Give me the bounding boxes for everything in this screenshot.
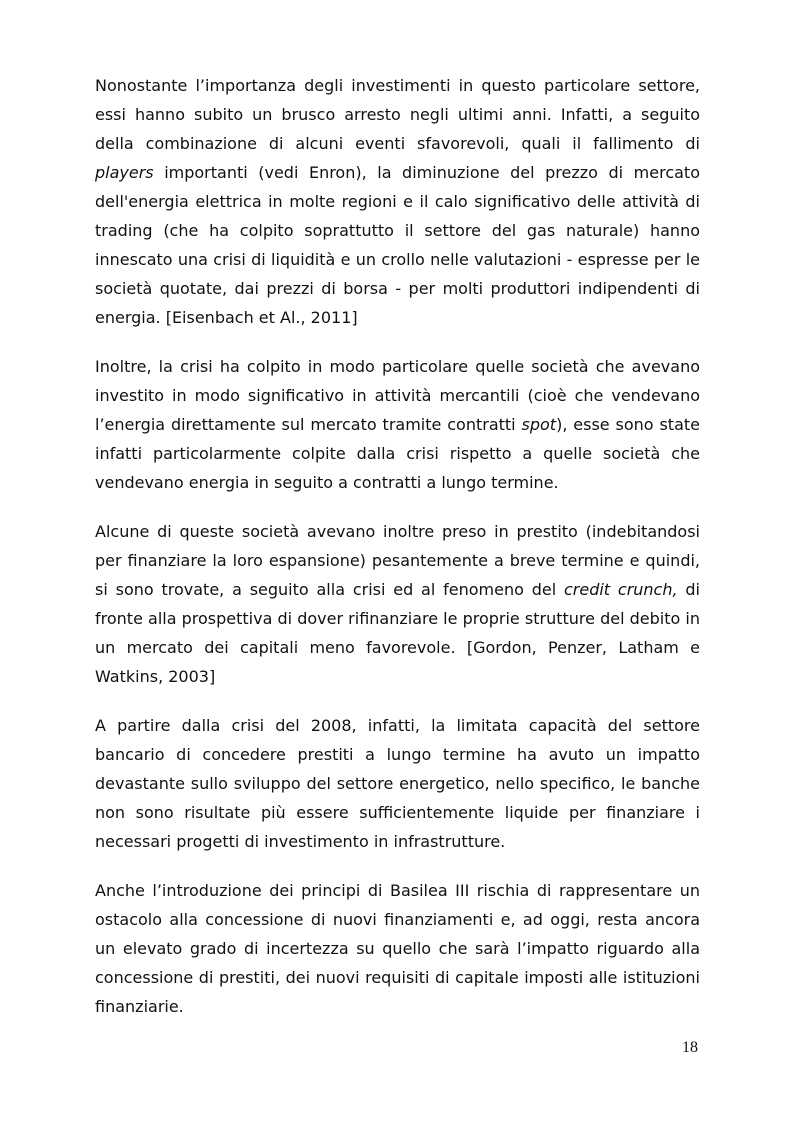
paragraph-2: [95, 352, 700, 497]
italic-term-credit-crunch: credit crunch,: [563, 580, 678, 599]
paragraph-5: [95, 876, 700, 1021]
paragraph-text: A partire dalla crisi del 2008, infatti, la limitata capacità del settore bancario di concedere prestiti a lungo termine ha avuto un impatto devastante sullo sviluppo del settore energetico, nello specifico, le banche non sono risultate più essere sufficientemente liquide per finanziare i necessari progetti di investimento in infrastrutture.: [95, 716, 700, 851]
paragraph-1: [95, 71, 700, 332]
paragraph-text: Anche l’introduzione dei principi di Basilea III rischia di rappresentare un ostacolo alla concessione di nuovi finanziamenti e, ad oggi, resta ancora un elevato grado di incertezza su quello che sarà l’impatto riguardo alla concessione di prestiti, dei nuovi requisiti di capitale imposti alle istituzioni finanziarie.: [95, 881, 700, 1016]
paragraph-3: [95, 517, 700, 691]
paragraph-text: Nonostante l’importanza degli investimenti in questo particolare settore, essi hanno subito un brusco arresto negli ultimi anni. Infatti, a seguito della combinazione di alcuni eventi sfavorevoli, quali il fallimento di: [95, 76, 700, 153]
page-number: 18: [682, 1039, 698, 1056]
paragraph-text: Alcune di queste società avevano inoltre preso in prestito (indebitandosi per finanziare la loro espansione) pesantemente a breve termine e quindi, si sono trovate, a seguito alla crisi ed al fenomeno del: [95, 522, 700, 599]
italic-term-players: players: [95, 163, 154, 182]
paragraph-text: ), esse sono state infatti particolarmente colpite dalla crisi rispetto a quelle società che vendevano energia in seguito a contratti a lungo termine.: [95, 415, 701, 492]
paragraph-4: [95, 711, 700, 856]
paragraph-text: importanti (vedi Enron), la diminuzione del prezzo di mercato dell'energia elettrica in molte regioni e il calo significativo delle attività di trading (che ha colpito soprattutto il settore del gas naturale) hanno innescato una crisi di liquidità e un crollo nelle valutazioni - espresse per le società quotate, dai prezzi di borsa - per molti produttori indipendenti di energia. [Eisenbach et Al., 2011]: [95, 163, 700, 327]
document-body: [95, 71, 700, 1041]
italic-term-spot: spot: [521, 415, 557, 434]
paragraph-text: di fronte alla prospettiva di dover rifinanziare le proprie strutture del debito in un mercato dei capitali meno favorevole. [Gordon, Penzer, Latham e Watkins, 2003]: [95, 580, 700, 686]
paragraph-text: Inoltre, la crisi ha colpito in modo particolare quelle società che avevano investito in modo significativo in attività mercantili (cioè che vendevano l’energia direttamente sul mercato tramite contratti: [95, 357, 700, 434]
